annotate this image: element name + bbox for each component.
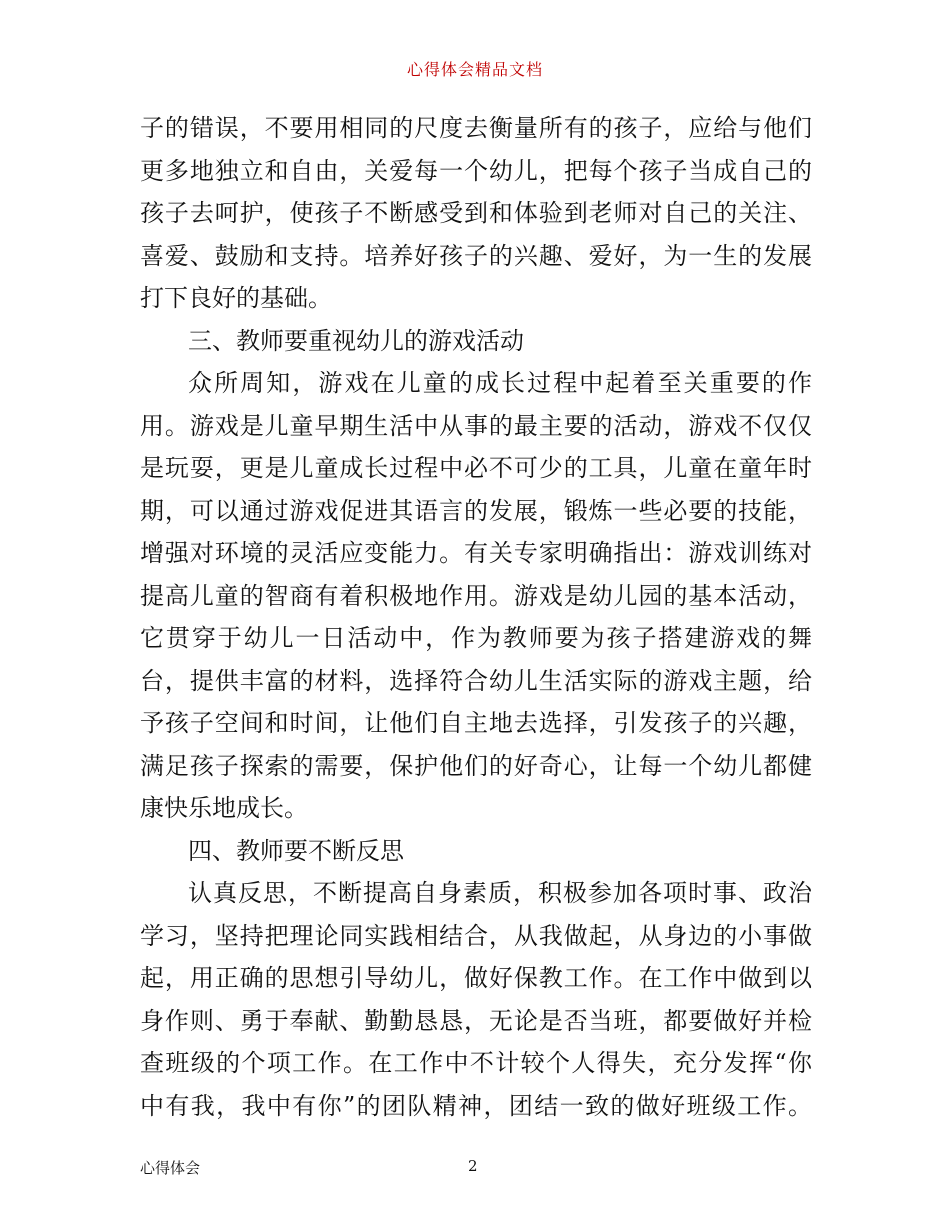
body-line: 增强对环境的灵活应变能力。有关专家明确指出：游戏训练对: [140, 539, 812, 567]
body-line: 中有我，我中有你”的团队精神，团结一致的做好班级工作。: [140, 1091, 812, 1120]
body-line: 起，用正确的思想引导幼儿，做好保教工作。在工作中做到以: [140, 964, 812, 992]
page-number: 2: [468, 1157, 478, 1175]
body-line: 是玩耍，更是儿童成长过程中必不可少的工具，儿童在童年时: [140, 454, 812, 482]
body-line: 孩子去呵护，使孩子不断感受到和体验到老师对自己的关注、: [140, 199, 812, 227]
body-line: 提高儿童的智商有着积极地作用。游戏是幼儿园的基本活动，: [140, 581, 812, 610]
footer-label: 心得体会: [140, 1159, 201, 1177]
body-line: 予孩子空间和时间，让他们自主地去选择，引发孩子的兴趣，: [140, 709, 812, 737]
body-line: 认真反思，不断提高自身素质，积极参加各项时事、政治: [188, 879, 812, 907]
body-line: 期，可以通过游戏促进其语言的发展，锻炼一些必要的技能，: [140, 496, 812, 525]
body-line: 众所周知，游戏在儿童的成长过程中起着至关重要的作: [188, 369, 812, 397]
document-header-title: 心得体会精品文档: [406, 60, 543, 79]
body-line: 更多地独立和自由，关爱每一个幼儿，把每个孩子当成自己的: [140, 156, 812, 185]
body-line: 康快乐地成长。: [140, 794, 308, 822]
body-line: 台，提供丰富的材料，选择符合幼儿生活实际的游戏主题，给: [140, 666, 812, 695]
body-line: 打下良好的基础。: [140, 284, 332, 312]
body-line: 学习，坚持把理论同实践相结合，从我做起，从身边的小事做: [140, 921, 812, 950]
body-line: 身作则、勇于奉献、勤勤恳恳，无论是否当班，都要做好并检: [140, 1006, 812, 1035]
body-line: 子的错误，不要用相同的尺度去衡量所有的孩子，应给与他们: [140, 114, 812, 142]
body-line: 它贯穿于幼儿一日活动中，作为教师要为孩子搭建游戏的舞: [140, 624, 812, 652]
body-line: 满足孩子探索的需要，保护他们的好奇心，让每一个幼儿都健: [140, 751, 812, 780]
body-line: 查班级的个项工作。在工作中不计较个人得失，充分发挥“你: [140, 1049, 812, 1077]
section-heading-3: 三、教师要重视幼儿的游戏活动: [188, 326, 524, 355]
section-heading-4: 四、教师要不断反思: [188, 836, 404, 865]
body-line: 用。游戏是儿童早期生活中从事的最主要的活动，游戏不仅仅: [140, 411, 812, 440]
body-line: 喜爱、鼓励和支持。培养好孩子的兴趣、爱好，为一生的发展: [140, 241, 812, 270]
document-body: [140, 107, 812, 1127]
